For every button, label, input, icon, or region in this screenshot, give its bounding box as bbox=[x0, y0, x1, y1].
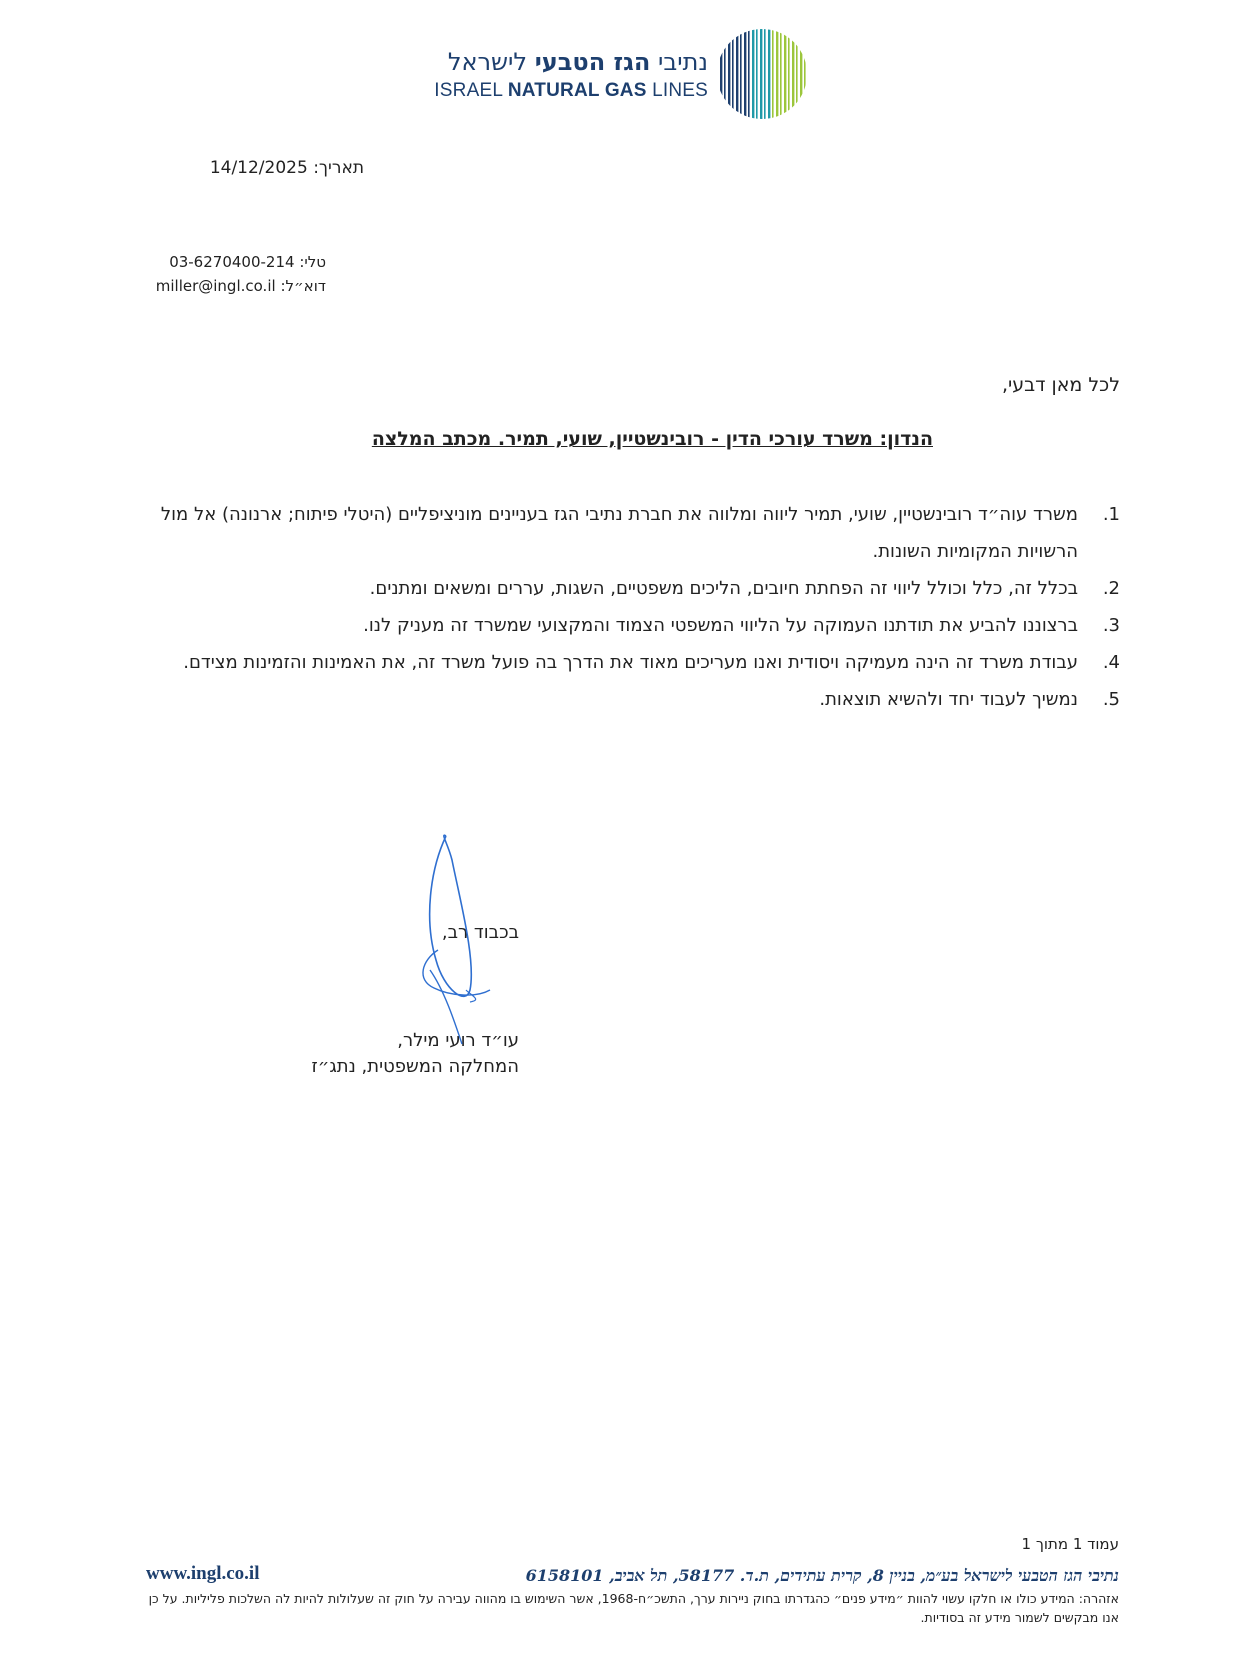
item-text: בכלל זה, כלל וכולל ליווי זה הפחתת חיובים, הליכים משפטיים, השגות, עררים ומשאים ומתנים. bbox=[369, 578, 1078, 599]
item-number: 4. bbox=[1102, 652, 1120, 673]
list-item bbox=[145, 496, 1120, 570]
logo-stripe bbox=[736, 26, 738, 122]
signer-role: המחלקה המשפטית, נתג״ז bbox=[311, 1056, 519, 1077]
item-text: נמשיך לעבוד יחד ולהשיא תוצאות. bbox=[819, 689, 1078, 710]
item-number: 2. bbox=[1102, 578, 1120, 599]
email-value: miller@ingl.co.il bbox=[155, 277, 276, 295]
signer-name: עו״ד רועי מילר, bbox=[397, 1030, 519, 1051]
email-label: דוא״ל: bbox=[280, 277, 326, 295]
item-text: משרד עוה״ד רובינשטיין, שועי, תמיר ליווה ומלווה את חברת נתיבי הגז בעניינים מוניציפליים (היטלי פיתוח; ארנונה) אל מול הרשויות המקומיות השונות. bbox=[160, 504, 1078, 562]
logo-stripe bbox=[768, 26, 770, 122]
logo-stripe bbox=[776, 26, 778, 122]
logo-english-part1: ISRAEL bbox=[434, 80, 503, 101]
recommendation-list bbox=[145, 496, 1120, 718]
logo-stripe bbox=[800, 26, 802, 122]
logo-stripe bbox=[792, 26, 794, 122]
greeting: לכל מאן דבעי, bbox=[1001, 374, 1120, 396]
item-number: 3. bbox=[1102, 615, 1120, 636]
logo-stripe bbox=[772, 26, 774, 122]
item-text: ברצוננו להביע את תודתנו העמוקה על הליווי המשפטי הצמוד והמקצועי שמשרד זה מעניק לנו. bbox=[363, 615, 1078, 636]
logo-stripe bbox=[724, 26, 726, 122]
logo-stripe bbox=[756, 26, 758, 122]
phone-value: 03-6270400-214 bbox=[169, 253, 295, 271]
company-address: נתיבי הגז הטבעי לישראל בע״מ, בניין 8, קרית עתידים, ת.ד. 58177, תל אביב, 6158101 bbox=[525, 1566, 1119, 1585]
list-item bbox=[145, 570, 1120, 607]
closing-salutation: בכבוד רב, bbox=[441, 922, 519, 943]
letter-subject: הנדון: משרד עורכי הדין - רובינשטיין, שועי, תמיר. מכתב המלצה bbox=[371, 428, 933, 450]
logo-english-part3: LINES bbox=[652, 80, 708, 101]
logo-stripe bbox=[744, 26, 746, 122]
logo-stripe bbox=[728, 26, 730, 122]
logo-stripe bbox=[788, 26, 790, 122]
item-number: 5. bbox=[1102, 689, 1120, 710]
logo-stripe bbox=[720, 26, 722, 122]
phone-label: טלי: bbox=[299, 253, 326, 271]
list-item bbox=[145, 607, 1120, 644]
logo-stripe bbox=[804, 26, 806, 122]
page-number: עמוד 1 מתוך 1 bbox=[1021, 1535, 1119, 1553]
logo-english-part2: NATURAL GAS bbox=[507, 80, 647, 101]
date-label: תאריך: bbox=[313, 158, 364, 178]
logo-hebrew-part3: לישראל bbox=[447, 48, 528, 76]
logo-stripe bbox=[784, 26, 786, 122]
logo-hebrew-name bbox=[448, 48, 708, 76]
logo-stripe bbox=[760, 26, 762, 122]
logo-stripe bbox=[732, 26, 734, 122]
item-text: עבודת משרד זה הינה מעמיקה ויסודית ואנו מעריכים מאוד את הדרך בה פועל משרד זה, את האמינות והזמינות מצידם. bbox=[183, 652, 1078, 673]
email-line bbox=[156, 277, 326, 295]
legal-warning: אזהרה: המידע כולו או חלקו עשוי להוות ״מידע פנים״ כהגדרתו בחוק ניירות ערך, התשכ״ח-1968, אשר השימוש בו מהווה עבירה על חוק זה שעלולות להיות לה השלכות פליליות. על כן אנו מבקשים לשמור מידע זה בסודיות. bbox=[148, 1591, 1119, 1625]
logo-stripe bbox=[740, 26, 742, 122]
logo-globe-icon bbox=[716, 26, 808, 122]
logo-hebrew-part1: נתיבי bbox=[658, 48, 708, 76]
logo-stripe bbox=[748, 26, 750, 122]
date-value: 14/12/2025 bbox=[209, 158, 308, 178]
company-website: www.ingl.co.il bbox=[146, 1563, 260, 1584]
logo-hebrew-part2: הגז הטבעי bbox=[534, 48, 651, 76]
list-item bbox=[145, 681, 1120, 718]
logo-stripe bbox=[752, 26, 754, 122]
logo-stripe bbox=[796, 26, 798, 122]
logo-stripe bbox=[764, 26, 766, 122]
company-logo bbox=[434, 26, 808, 126]
logo-english-name bbox=[434, 80, 708, 102]
phone-line bbox=[169, 253, 326, 271]
logo-stripe bbox=[780, 26, 782, 122]
letter-date bbox=[210, 158, 364, 178]
handwritten-signature bbox=[410, 830, 520, 1050]
list-item bbox=[145, 644, 1120, 681]
item-number: 1. bbox=[1102, 504, 1120, 525]
